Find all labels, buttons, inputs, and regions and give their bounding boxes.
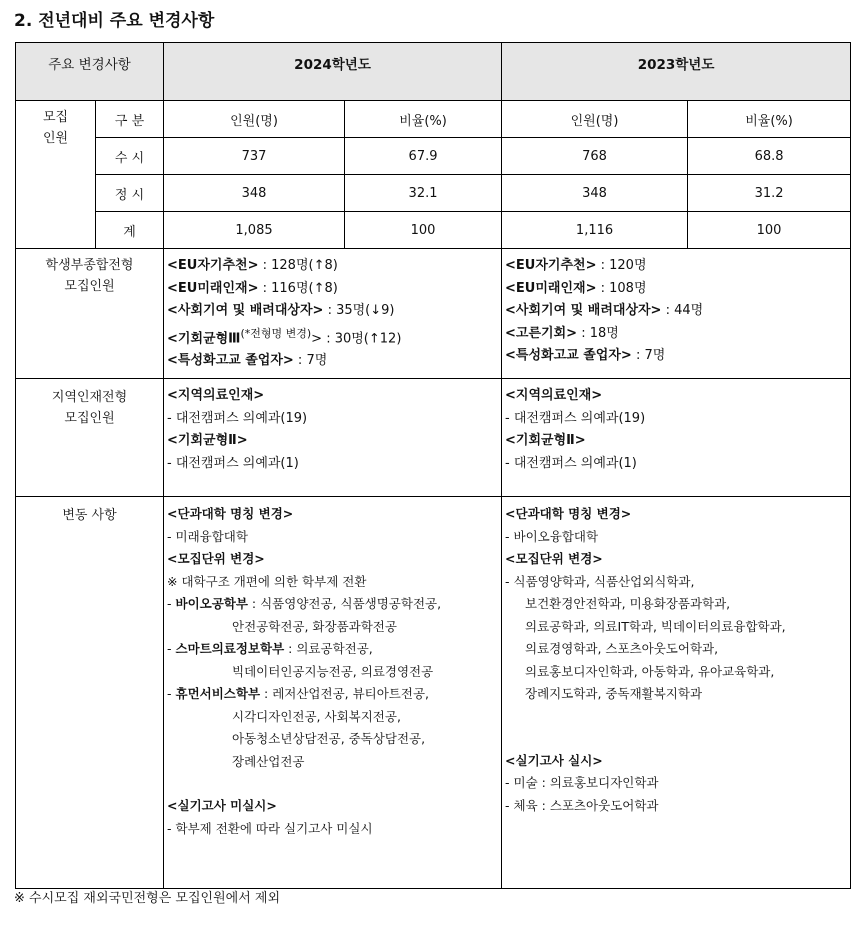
changes-2024-human-line3: 아동청소년상담전공, 중독상담전공, <box>232 731 426 746</box>
changes-2024-human: - 휴먼서비스학부 : 레저산업전공, 뷰티아트전공, <box>167 686 430 701</box>
changes-2024-h3: <실기고사 미실시> <box>167 798 277 813</box>
changes-2023 <box>502 497 851 889</box>
jeongsi-ratio-2024: 32.1 <box>345 175 502 212</box>
changes-2024 <box>164 497 502 889</box>
sub-header-count-2024: 인원(명) <box>164 101 345 138</box>
comprehensive-2023-item: <사회기여 및 배려대상자> : 44명 <box>505 303 704 318</box>
changes-2024-l3: - 학부제 전환에 따라 실기고사 미실시 <box>167 820 373 836</box>
changes-2023-h2: <모집단위 변경> <box>505 551 603 566</box>
section-title: 2. 전년대비 주요 변경사항 <box>14 11 215 31</box>
total-count-2023: 1,116 <box>502 212 688 249</box>
comprehensive-2024-item: <EU자기추천> : 128명(↑8) <box>167 258 338 273</box>
changes-2023-h1: <단과대학 명칭 변경> <box>505 506 632 521</box>
comprehensive-label-line1: 학생부종합전형 <box>45 258 134 273</box>
changes-2024-bio-line2: 안전공학전공, 화장품과학전공 <box>232 618 397 634</box>
changes-2023-m2: 보건환경안전학과, 미용화장품과학과, <box>525 596 731 611</box>
footnote: ※ 수시모집 재외국민전형은 모집인원에서 제외 <box>14 891 281 906</box>
regional-2023-h1: <지역의료인재> <box>505 388 603 403</box>
comprehensive-2023 <box>502 249 851 379</box>
regional-2023-h2: <기회균형Ⅱ> <box>505 433 586 448</box>
changes-2023-h3: <실기고사 실시> <box>505 752 603 768</box>
comprehensive-2023-item: <고른기회> : 18명 <box>505 325 619 341</box>
jeongsi-count-2023: 348 <box>502 175 688 212</box>
regional-2023-l2: - 대전캠퍼스 의예과(1) <box>505 455 637 471</box>
comprehensive-2023-item: <EU미래인재> : 108명 <box>505 280 647 296</box>
changes-table <box>15 42 851 889</box>
total-ratio-2024: 100 <box>345 212 502 249</box>
changes-2024-h2: <모집단위 변경> <box>167 551 265 566</box>
comprehensive-2024-item: <EU미래인재> : 116명(↑8) <box>167 280 338 296</box>
comprehensive-2024-item: <사회기여 및 배려대상자> : 35명(↓9) <box>167 303 395 318</box>
changes-2024-l1: - 미래융합대학 <box>167 528 248 544</box>
changes-label: 변동 사항 <box>16 497 164 889</box>
changes-2023-l1: - 바이오융합대학 <box>505 528 599 544</box>
susi-ratio-2023: 68.8 <box>688 138 851 175</box>
comprehensive-label <box>16 249 164 379</box>
regional-2024 <box>164 379 502 497</box>
changes-2024-human-line4: 장례산업전공 <box>232 753 305 769</box>
changes-2023-m6: 장례지도학과, 중독재활복지학과 <box>525 686 703 701</box>
row-label-total: 계 <box>96 212 164 249</box>
sub-header-count-2023: 인원(명) <box>502 101 688 138</box>
regional-2024-l2: - 대전캠퍼스 의예과(1) <box>167 455 299 471</box>
changes-2023-m3: 의료공학과, 의료IT학과, 빅데이터의료융합학과, <box>525 618 786 634</box>
changes-2023-m5: 의료홍보디자인학과, 아동학과, 유아교육학과, <box>525 663 775 679</box>
row-label-susi: 수 시 <box>96 138 164 175</box>
changes-2024-smart: - 스마트의료정보학부 : 의료공학전공, <box>167 641 373 656</box>
header-main-changes: 주요 변경사항 <box>16 43 164 101</box>
total-count-2024: 1,085 <box>164 212 345 249</box>
regional-2024-l1: - 대전캠퍼스 의예과(19) <box>167 410 308 426</box>
regional-label-line1: 지역인재전형 <box>51 390 128 405</box>
total-ratio-2023: 100 <box>688 212 851 249</box>
comprehensive-2024-item: <특성화고교 졸업자> : 7명 <box>167 353 328 369</box>
comprehensive-2023-item: <EU자기추천> : 120명 <box>505 258 647 273</box>
sub-header-ratio-2024: 비율(%) <box>345 101 502 138</box>
regional-2023-l1: - 대전캠퍼스 의예과(19) <box>505 410 646 426</box>
comprehensive-label-line2: 모집인원 <box>64 279 115 294</box>
comprehensive-2024 <box>164 249 502 379</box>
changes-2024-smart-line2: 빅데이터인공지능전공, 의료경영전공 <box>232 663 434 679</box>
sub-header-ratio-2023: 비율(%) <box>688 101 851 138</box>
changes-2023-l4: - 체육 : 스포츠아웃도어학과 <box>505 797 659 813</box>
comprehensive-2024-item: <기회균형Ⅲ$^{(*전형명 변경)}$> : 30명(↑12) <box>167 326 402 346</box>
changes-2023-m1: - 식품영양학과, 식품산업외식학과, <box>505 573 695 589</box>
header-2024: 2024학년도 <box>164 43 502 101</box>
changes-2023-l3: - 미술 : 의료홍보디자인학과 <box>505 775 659 790</box>
changes-2024-human-line2: 시각디자인전공, 사회복지전공, <box>232 708 401 724</box>
regional-2023 <box>502 379 851 497</box>
recruit-label: 모집 인원 <box>16 101 96 249</box>
changes-2023-m4: 의료경영학과, 스포츠아웃도어학과, <box>525 641 719 656</box>
changes-2024-bio: - 바이오공학부 : 식품영양전공, 식품생명공학전공, <box>167 596 442 611</box>
row-label-jeongsi: 정 시 <box>96 175 164 212</box>
jeongsi-count-2024: 348 <box>164 175 345 212</box>
header-2023: 2023학년도 <box>502 43 851 101</box>
jeongsi-ratio-2023: 31.2 <box>688 175 851 212</box>
regional-2024-h2: <기회균형Ⅱ> <box>167 433 248 448</box>
comprehensive-2023-item: <특성화고교 졸업자> : 7명 <box>505 348 666 363</box>
regional-label <box>16 379 164 497</box>
susi-count-2024: 737 <box>164 138 345 175</box>
susi-ratio-2024: 67.9 <box>345 138 502 175</box>
changes-2024-h1: <단과대학 명칭 변경> <box>167 506 294 521</box>
regional-2024-h1: <지역의료인재> <box>167 388 265 403</box>
regional-label-line2: 모집인원 <box>64 411 115 426</box>
susi-count-2023: 768 <box>502 138 688 175</box>
sub-header-label: 구 분 <box>96 101 164 138</box>
changes-2024-note: ※ 대학구조 개편에 의한 학부제 전환 <box>167 573 367 589</box>
